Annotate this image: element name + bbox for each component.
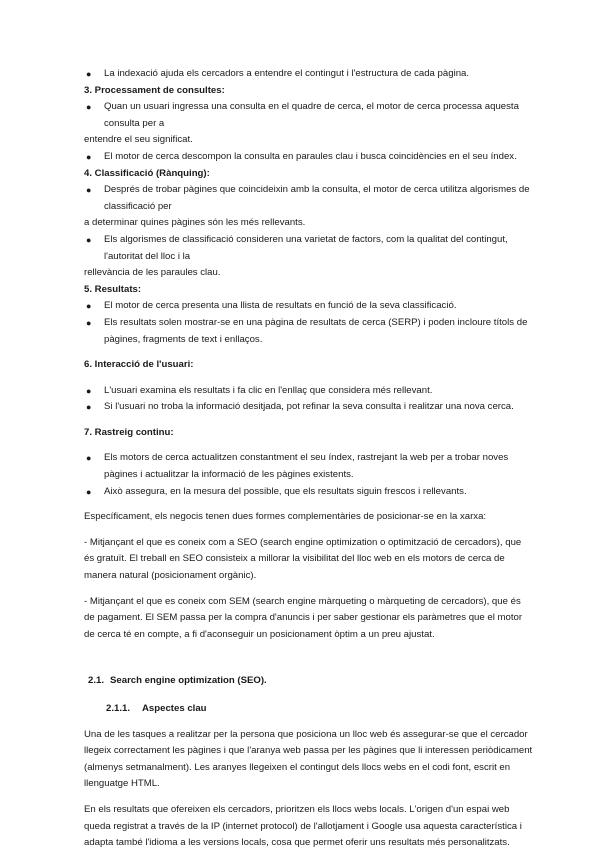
list-item: ● El motor de cerca descompon la consulta en paraules clau i busca coincidències en el seu índex. [84,149,534,166]
bullet-icon: ● [86,402,92,413]
paragraph: Específicament, els negocis tenen dues formes complementàries de posicionar-se en la xarxa: [84,511,487,523]
paragraph: En els resultats que ofereixen els cercadors, prioritzen els llocs webs locals. L'origen d'un espai web queda registrat a través de la IP (internet protocol) de l'allotjament i Google usa aquesta característica i adapta també l'idioma a les versions locals, cosa que permet oferir uns resultats més personalitzats. [84,803,522,849]
bullet-icon: ● [86,453,92,464]
paragraph: - Mitjançant el que es coneix com a SEO (search engine optimization o optimització de cercadors), que és gratuït. El treball en SEO consisteix a millorar la visibilitat del lloc web en els motors de cerca de manera natural (posicionament orgànic). [84,536,522,582]
list-item: ● El motor de cerca presenta una llista de resultats en funció de la seva classificació. [84,298,534,315]
paragraph: - Mitjançant el que es coneix com SEM (search engine màrqueting o màrqueting de cercadors), que és de pagament. El SEM passa per la compra d'anuncis i per saber gestionar els paràmetres que el motor de cerca té en compte, a fi d'aconseguir un posicionament òptim a un preu ajustat. [84,595,523,640]
list-item-continuation: a determinar quines pàgines són les més rellevants. [84,217,306,229]
section-heading: 7. Rastreig continu: [84,426,174,438]
list-item: ● Després de trobar pàgines que coincideixin amb la consulta, el motor de cerca utilitza algorismes de classificació per [86,184,530,212]
list-item: ● La indexació ajuda els cercadors a entendre el contingut i l'estructura de cada pàgina. [84,66,534,83]
list-item-continuation: entendre el seu significat. [84,134,193,146]
bullet-icon: ● [86,69,92,79]
bullet-icon: ● [86,301,92,312]
list-item: ● Els motors de cerca actualitzen constantment el seu índex, rastrejant la web per a trobar noves pàgines i actualitzar la informació de les pàgines existents. [86,452,509,481]
subsubsection-heading: 2.1.1. Aspectes clau [84,701,534,718]
list-item-continuation: rellevància de les paraules clau. [84,267,221,279]
heading-number: 2.1.1. [106,703,131,714]
list-item: ● Si l'usuari no troba la informació desitjada, pot refinar la seva consulta i realitzar una nova cerca. [84,399,534,416]
bullet-icon: ● [86,234,92,245]
list-item: ● Això assegura, en la mesura del possible, que els resultats siguin frescos i rellevants. [84,484,534,501]
paragraph: Una de les tasques a realitzar per la persona que posiciona un lloc web és assegurar-se que el cercador llegeix correctament les pàgines i que l'aranya web passa per les pàgines que li interessen periòdicament (almenys setmanalment). Les aranyes llegeixen el contingut dels llocs webs en el codi font, escrit en llenguatge HTML. [84,728,533,790]
section-heading: 4. Classificació (Rànquing): [84,167,210,179]
list-item: ● Els resultats solen mostrar-se en una pàgina de resultats de cerca (SERP) i poden incloure títols de pàgines, fragments de text i enllaços. [86,316,528,345]
bullet-icon: ● [86,102,92,113]
bullet-icon: ● [86,185,92,196]
section-heading: 5. Resultats: [84,283,142,295]
list-item: ● L'usuari examina els resultats i fa clic en l'enllaç que considera més rellevant. [84,383,534,400]
list-item: ● Els algorismes de classificació consideren una varietat de factors, com la qualitat del contingut, l'autoritat del lloc i la [86,233,508,262]
section-heading: 6. Interacció de l'usuari: [84,359,194,371]
bullet-icon: ● [86,317,92,328]
heading-number: 2.1. [88,675,105,687]
list-item: ● Quan un usuari ingressa una consulta en el quadre de cerca, el motor de cerca processa aquesta consulta per a [86,101,519,129]
bullet-icon: ● [86,486,92,497]
subsection-heading: 2.1. Search engine optimization (SEO). [84,673,534,690]
document-body [84,66,534,852]
bullet-icon: ● [86,151,92,162]
section-heading: 3. Processament de consultes: [84,84,225,96]
bullet-icon: ● [86,385,92,396]
